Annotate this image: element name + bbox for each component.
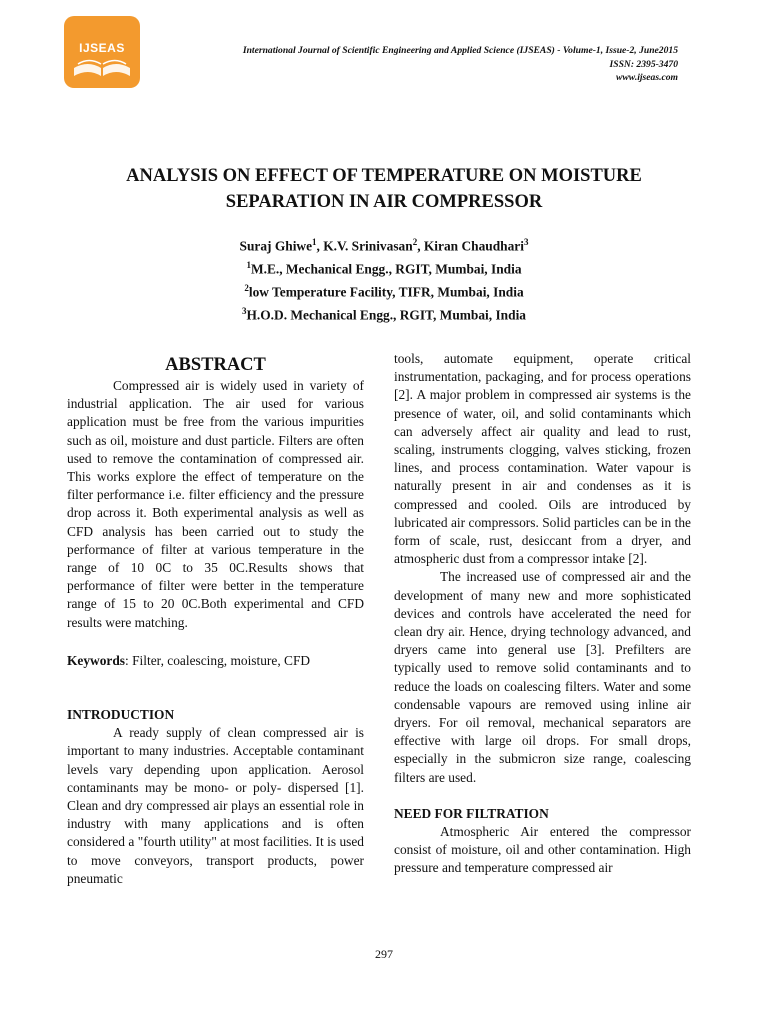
introduction-heading: INTRODUCTION bbox=[67, 707, 175, 723]
keywords-text: : Filter, coalescing, moisture, CFD bbox=[125, 652, 311, 668]
page-number: 297 bbox=[375, 947, 393, 961]
paper-title bbox=[0, 163, 768, 215]
introduction-continuation: tools, automate equipment, operate critical instrumentation, packaging, and for process operations [2]. A major problem in compressed air systems is the presence of water, oil, and solid contaminants which can adversely affect air quality and lead to rust, scaling, instruments clogging, valves sticking, frozen lines, and process contamination. Water vapour is naturally present in air and condenses as it is compressed and cooled. Oils are introduced by lubricated air compressors. Solid particles can be in the form of scale, rust, desiccant from a dryer, and atmospheric dust from a compressor intake [2]. bbox=[394, 351, 691, 567]
affiliation-text: low Temperature Facility, TIFR, Mumbai, India bbox=[248, 284, 524, 300]
keywords-label: Keywords bbox=[67, 652, 126, 668]
need-for-filtration-heading: NEED FOR FILTRATION bbox=[394, 805, 549, 821]
affiliation-text: H.O.D. Mechanical Engg., RGIT, Mumbai, India bbox=[246, 307, 526, 323]
logo-text: IJSEAS bbox=[79, 41, 125, 55]
abstract-text: Compressed air is widely used in variety of industrial application. The air used for various application must be free from the various impurities such as oil, moisture and dust particle. Filters are often used to remove the contamination of compressed air. This works explore the effect of temperature on the filter performance i.e. filter efficiency and the pressure drop across it. Both experimental analysis as well as CFD analysis has been carried out to study the performance of filter at various temperature in the range of 10 0C to 35 0C.Results shows that performance of filter were better in the temperature range of 15 to 20 0C.Both experimental and CFD results were matching. bbox=[67, 378, 364, 630]
author-block bbox=[0, 233, 768, 325]
introduction-paragraph-2: The increased use of compressed air and the development of many new and more sophisticated devices and controls have accelerated the need for clean dry air. Hence, drying technology advanced, and dryers came into general use [3]. Prefilters are typically used to remove solid contaminants and to reduce the loads on coalescing filters. Water and some condensable vapours are removed using inline air dryers. For oil removal, mechanical separators are effective with large oil drops. For small drops, especially in the submicron size range, coalescing filters are used. bbox=[394, 569, 691, 785]
left-column bbox=[67, 350, 364, 888]
keywords-line bbox=[67, 652, 364, 670]
journal-header bbox=[243, 44, 678, 85]
affiliation bbox=[0, 279, 768, 302]
need-for-filtration-text: Atmospheric Air entered the compressor consist of moisture, oil and other contamination. High pressure and temperature compressed air bbox=[394, 824, 691, 876]
abstract-heading: ABSTRACT bbox=[165, 355, 266, 375]
right-column bbox=[394, 350, 691, 878]
affiliation-sup: 1 bbox=[246, 259, 251, 270]
author-sup: 1 bbox=[312, 237, 317, 247]
author-name: Kiran Chaudhari bbox=[423, 238, 524, 254]
journal-website: www.ijseas.com bbox=[615, 72, 678, 83]
author-sup: 3 bbox=[523, 237, 529, 247]
introduction-paragraph: A ready supply of clean compressed air is important to many industries. Acceptable contaminant levels vary depending upon application. Aerosol contaminants may be mono- or poly- dispersed [1]. Clean and dry compressed air plays an essential role in industry with many applications and is often considered a "fourth utility" at most facilities. It is used to move conveyors, transport products, power pneumatic bbox=[67, 725, 364, 886]
issn: ISSN: 2395-3470 bbox=[609, 58, 678, 70]
title-line-1: ANALYSIS ON EFFECT OF TEMPERATURE ON MOISTURE bbox=[126, 166, 642, 186]
author-name: Suraj Ghiwe bbox=[239, 238, 313, 254]
author-name: K.V. Srinivasan bbox=[323, 238, 413, 254]
journal-logo bbox=[64, 16, 140, 88]
affiliation-text: M.E., Mechanical Engg., RGIT, Mumbai, India bbox=[250, 261, 522, 277]
journal-line: International Journal of Scientific Engineering and Applied Science (IJSEAS) - Volume-1, Issue-2, June2015 bbox=[242, 45, 678, 56]
affiliation bbox=[0, 256, 768, 279]
author-sup: 2 bbox=[412, 237, 418, 247]
affiliation bbox=[0, 302, 768, 325]
author-list: Suraj Ghiwe$^1$, K.V. Srinivasan$^2$, Kiran Chaudhari$^3$ bbox=[239, 237, 529, 254]
affiliation-sup: 2 bbox=[244, 282, 249, 293]
title-line-2: SEPARATION IN AIR COMPRESSOR bbox=[225, 192, 543, 212]
affiliation-sup: 3 bbox=[242, 305, 247, 316]
